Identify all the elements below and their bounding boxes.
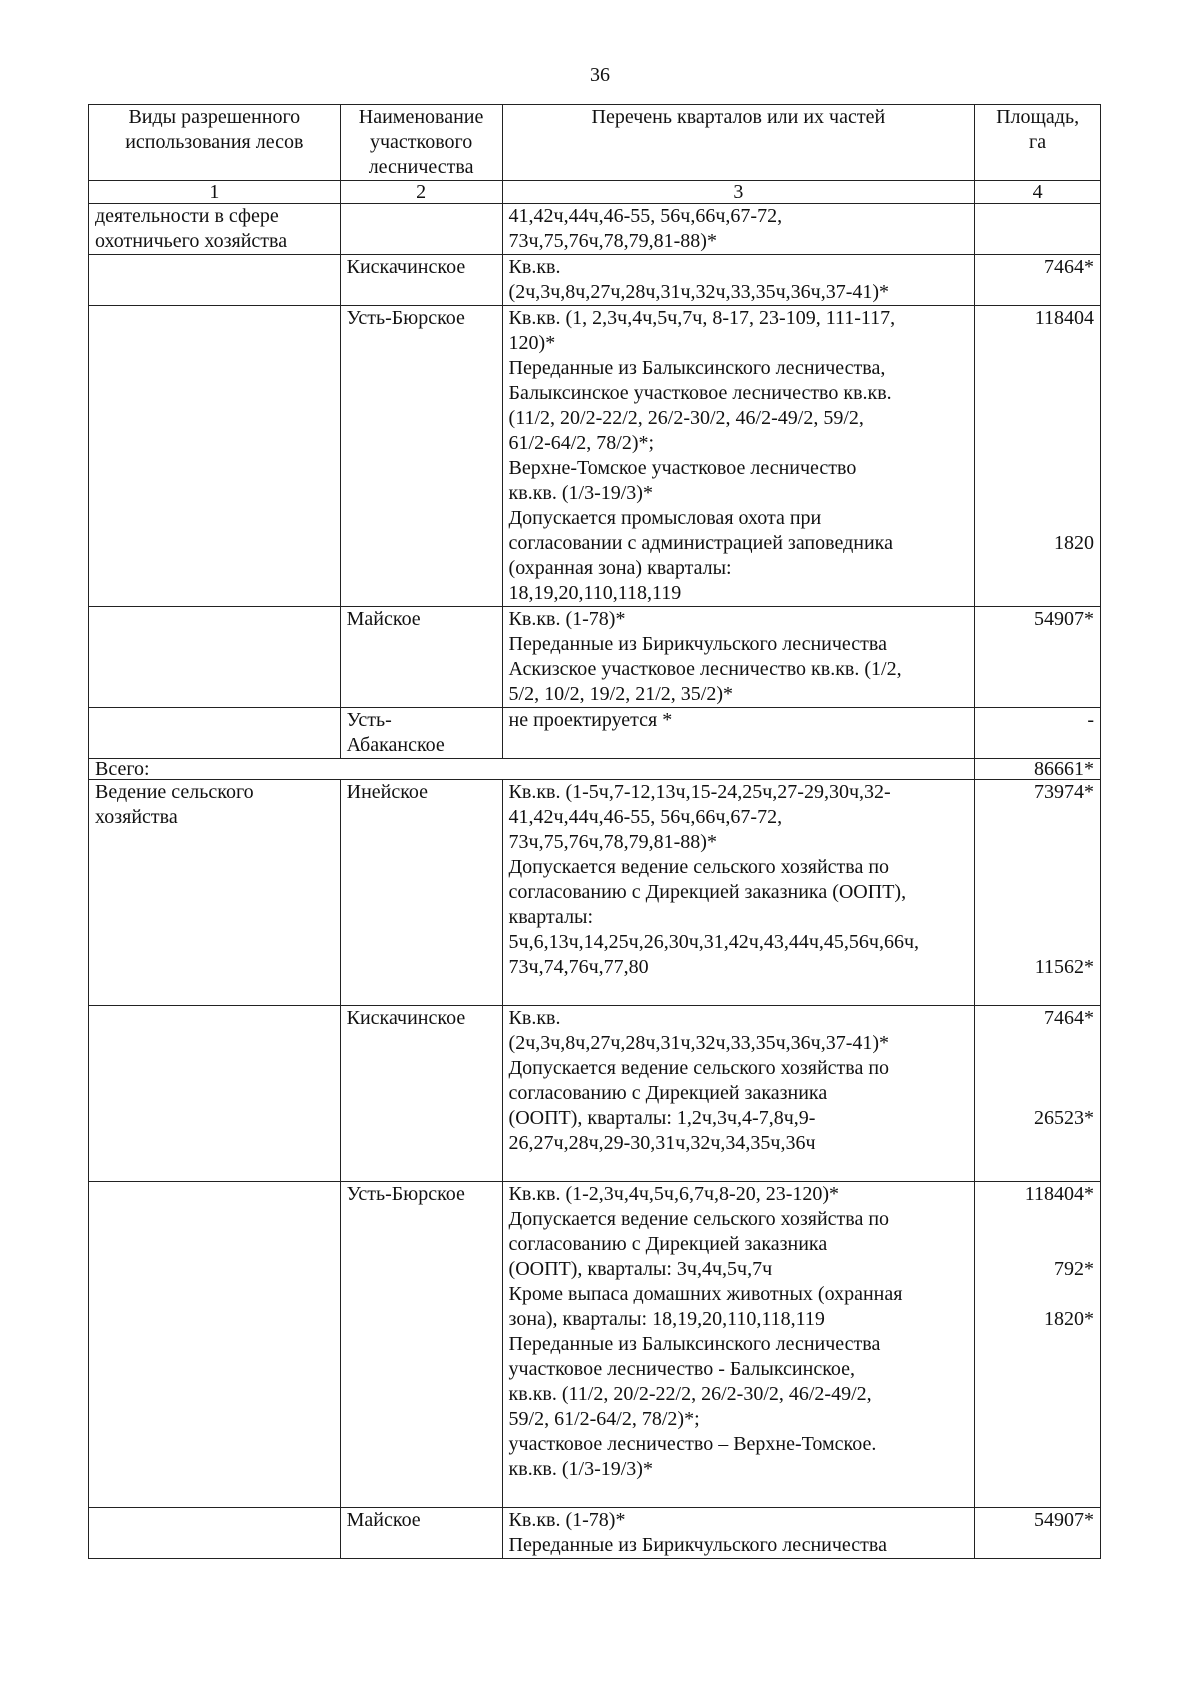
cell-line: 26,27ч,28ч,29-30,31ч,32ч,34,35ч,36ч (508, 1132, 816, 1154)
use-type-cell (89, 204, 341, 255)
cell-line (509, 1482, 969, 1507)
cell-line: Кв.кв. (508, 1007, 561, 1029)
cell-line: (ООПТ), кварталы: 1,2ч,3ч,4-7,8ч,9- (508, 1107, 816, 1129)
cell-line: (охранная зона) кварталы: (508, 557, 732, 579)
area-cell (975, 1006, 1101, 1182)
header-row (89, 105, 1101, 181)
table-row (89, 1508, 1101, 1559)
table-row (89, 255, 1101, 306)
cell-line (981, 905, 1094, 930)
table-row (89, 780, 1101, 1006)
cell-line (981, 880, 1094, 905)
quarters-cell (502, 306, 975, 607)
cell-line (509, 980, 969, 1005)
table-row (89, 607, 1101, 708)
cell-line: 18,19,20,110,118,119 (508, 582, 682, 604)
cell-line: не проектируется * (508, 709, 673, 731)
cell-line: Допускается ведение сельского хозяйства по (508, 1057, 890, 1079)
cell-line: 73974* (1034, 781, 1094, 803)
cell-line: 73ч,74,76ч,77,80 (508, 956, 649, 978)
district-cell (340, 204, 502, 255)
district-cell (340, 1182, 502, 1508)
cell-line: 41,42ч,44ч,46-55, 56ч,66ч,67-72, (508, 806, 783, 828)
use-type-cell (89, 607, 341, 708)
cell-line: Майское (346, 1509, 421, 1531)
cell-line: Кв.кв. (1-5ч,7-12,13ч,15-24,25ч,27-29,30ч,32- (508, 781, 891, 803)
table-body (89, 204, 1101, 1559)
cell-line (981, 229, 1094, 254)
cell-line: Допускается ведение сельского хозяйства по (508, 856, 890, 878)
area-cell (975, 1182, 1101, 1508)
area-cell (975, 780, 1101, 1006)
forest-use-table (88, 104, 1101, 1559)
district-cell (340, 607, 502, 708)
cell-line: Переданные из Балыксинского лесничества, (508, 357, 886, 379)
cell-line: - (1087, 709, 1094, 731)
cell-line: деятельности в сфере (95, 205, 279, 227)
cell-line: Переданные из Бирикчульского лесничества (508, 633, 887, 655)
cell-line (981, 1282, 1094, 1307)
header-area: Площадь, га (975, 105, 1101, 181)
page-number: 36 (590, 64, 610, 86)
use-type-cell (89, 255, 341, 306)
cell-line (981, 356, 1094, 381)
cell-line: Верхне-Томское участковое лесничество (508, 457, 857, 479)
cell-line: Ведение сельского (95, 781, 254, 803)
cell-line: Кв.кв. (1-2,3ч,4ч,5ч,6,7ч,8-20, 23-120)* (508, 1183, 840, 1205)
cell-line: Усть-Бюрское (346, 1183, 465, 1205)
cell-line: Переданные из Бирикчульского лесничества (508, 1534, 887, 1556)
cell-line: 7464* (1044, 1007, 1094, 1029)
column-number: 1 (89, 181, 341, 204)
total-value: 86661* (975, 759, 1101, 780)
use-type-cell (89, 306, 341, 607)
cell-line (981, 1031, 1094, 1056)
area-cell (975, 255, 1101, 306)
cell-line (981, 930, 1094, 955)
cell-line: хозяйства (95, 806, 178, 828)
cell-line: 73ч,75,76ч,78,79,81-88)* (508, 831, 717, 853)
cell-line: охотничьего хозяйства (95, 230, 288, 252)
cell-line: (2ч,3ч,8ч,27ч,28ч,31ч,32ч,33,35ч,36ч,37-41)* (508, 281, 890, 303)
quarters-cell (502, 1508, 975, 1559)
cell-line (347, 204, 496, 229)
table-header (89, 105, 1101, 204)
header-district: Наименование участкового лесничества (340, 105, 502, 181)
cell-line (981, 1533, 1094, 1558)
cell-line: 54907* (1034, 1509, 1094, 1531)
cell-line (981, 805, 1094, 830)
cell-line (981, 830, 1094, 855)
total-row (89, 759, 1101, 780)
cell-line: (11/2, 20/2-22/2, 26/2-30/2, 46/2-49/2, 59/2, (508, 407, 864, 429)
cell-line (981, 657, 1094, 682)
cell-line: (2ч,3ч,8ч,27ч,28ч,31ч,32ч,33,35ч,36ч,37-41)* (508, 1032, 890, 1054)
quarters-cell (502, 1006, 975, 1182)
cell-line: 5ч,6,13ч,14,25ч,26,30ч,31,42ч,43,44ч,45,56ч,66ч, (508, 931, 919, 953)
cell-line (981, 481, 1094, 506)
cell-line (981, 632, 1094, 657)
cell-line: Кв.кв. (1-78)* (508, 608, 626, 630)
cell-line (981, 1131, 1094, 1156)
cell-line: 73ч,75,76ч,78,79,81-88)* (508, 230, 717, 252)
cell-line: Переданные из Балыксинского лесничества (508, 1333, 881, 1355)
cell-line (981, 280, 1094, 305)
cell-line: 5/2, 10/2, 19/2, 21/2, 35/2)* (508, 683, 733, 705)
quarters-cell (502, 204, 975, 255)
table-row (89, 1006, 1101, 1182)
cell-line (981, 406, 1094, 431)
district-cell (340, 708, 502, 759)
table-row (89, 204, 1101, 255)
cell-line (981, 1407, 1094, 1432)
cell-line: 54907* (1034, 608, 1094, 630)
cell-line: Кв.кв. (1-78)* (508, 1509, 626, 1531)
cell-line: 26523* (1034, 1107, 1094, 1129)
cell-line: участковое лесничество - Балыксинское, (508, 1358, 856, 1380)
cell-line: согласовании с администрацией заповедника (508, 532, 893, 554)
cell-line (981, 581, 1094, 606)
header-use-type: Виды разрешенного использования лесов (89, 105, 341, 181)
area-cell (975, 607, 1101, 708)
cell-line: 41,42ч,44ч,46-55, 56ч,66ч,67-72, (508, 205, 783, 227)
cell-line: (ООПТ), кварталы: 3ч,4ч,5ч,7ч (508, 1258, 773, 1280)
cell-line: согласованию с Дирекцией заказника (508, 1082, 828, 1104)
cell-line (981, 1207, 1094, 1232)
cell-line: кв.кв. (1/3-19/3)* (508, 482, 653, 504)
use-type-cell (89, 1006, 341, 1182)
column-number-row (89, 181, 1101, 204)
cell-line: Кв.кв. (508, 256, 561, 278)
cell-line: кварталы: (508, 906, 594, 928)
total-label: Всего: (89, 759, 975, 780)
quarters-cell (502, 607, 975, 708)
table-row (89, 306, 1101, 607)
district-cell (340, 306, 502, 607)
cell-line (981, 1081, 1094, 1106)
cell-line (981, 1382, 1094, 1407)
cell-line (981, 1357, 1094, 1382)
cell-line (509, 1156, 969, 1181)
cell-line: 59/2, 61/2-64/2, 78/2)*; (508, 1408, 700, 1430)
cell-line: согласованию с Дирекцией заказника (508, 1233, 828, 1255)
cell-line: 61/2-64/2, 78/2)*; (508, 432, 655, 454)
area-cell (975, 306, 1101, 607)
cell-line (981, 431, 1094, 456)
cell-line: Допускается промысловая охота при (508, 507, 822, 529)
column-number: 3 (502, 181, 975, 204)
column-number: 2 (340, 181, 502, 204)
cell-line: Кв.кв. (1, 2,3ч,4ч,5ч,7ч, 8-17, 23-109, 111-117, (508, 307, 896, 329)
cell-line: кв.кв. (1/3-19/3)* (508, 1458, 653, 1480)
use-type-cell (89, 708, 341, 759)
quarters-cell (502, 780, 975, 1006)
cell-line: участковое лесничество – Верхне-Томское. (508, 1433, 877, 1455)
cell-line (981, 980, 1094, 1005)
cell-line: Усть- (346, 709, 392, 731)
cell-line (981, 556, 1094, 581)
cell-line (981, 682, 1094, 707)
cell-line (981, 506, 1094, 531)
cell-line (981, 1432, 1094, 1457)
cell-line: Майское (346, 608, 421, 630)
cell-line (981, 1232, 1094, 1257)
district-cell (340, 780, 502, 1006)
cell-line: Усть-Бюрское (346, 307, 465, 329)
cell-line (981, 855, 1094, 880)
cell-line (981, 381, 1094, 406)
cell-line: 118404* (1024, 1183, 1094, 1205)
cell-line: Допускается ведение сельского хозяйства по (508, 1208, 890, 1230)
area-cell (975, 708, 1101, 759)
cell-line: 1820* (1044, 1308, 1094, 1330)
area-cell (975, 1508, 1101, 1559)
cell-line: Инейское (346, 781, 429, 803)
table-row (89, 1182, 1101, 1508)
cell-line: 1820 (1054, 532, 1094, 554)
cell-line: Абаканское (346, 734, 445, 756)
use-type-cell (89, 1182, 341, 1508)
cell-line (981, 1482, 1094, 1507)
cell-line: Аскизское участковое лесничество кв.кв. (1/2, (508, 658, 902, 680)
cell-line: согласованию с Дирекцией заказника (ООПТ), (508, 881, 907, 903)
cell-line (981, 1156, 1094, 1181)
cell-line (981, 204, 1094, 229)
use-type-cell (89, 780, 341, 1006)
district-cell (340, 255, 502, 306)
cell-line: 11562* (1034, 956, 1094, 978)
cell-line (981, 1457, 1094, 1482)
cell-line: 792* (1054, 1258, 1094, 1280)
cell-line: Кискачинское (346, 256, 466, 278)
cell-line (981, 456, 1094, 481)
cell-line: зона), кварталы: 18,19,20,110,118,119 (508, 1308, 825, 1330)
header-quarters: Перечень кварталов или их частей (502, 105, 975, 181)
quarters-cell (502, 255, 975, 306)
quarters-cell (502, 708, 975, 759)
area-cell (975, 204, 1101, 255)
table-row (89, 708, 1101, 759)
cell-line (981, 331, 1094, 356)
cell-line: кв.кв. (11/2, 20/2-22/2, 26/2-30/2, 46/2-49/2, (508, 1383, 872, 1405)
cell-line: 7464* (1044, 256, 1094, 278)
cell-line (981, 1056, 1094, 1081)
cell-line: 120)* (508, 332, 556, 354)
cell-line (981, 1332, 1094, 1357)
quarters-cell (502, 1182, 975, 1508)
district-cell (340, 1508, 502, 1559)
use-type-cell (89, 1508, 341, 1559)
cell-line: Кроме выпаса домашних животных (охранная (508, 1283, 903, 1305)
district-cell (340, 1006, 502, 1182)
cell-line: Балыксинское участковое лесничество кв.кв. (508, 382, 892, 404)
column-number: 4 (975, 181, 1101, 204)
cell-line: 118404 (1034, 307, 1094, 329)
cell-line: Кискачинское (346, 1007, 466, 1029)
